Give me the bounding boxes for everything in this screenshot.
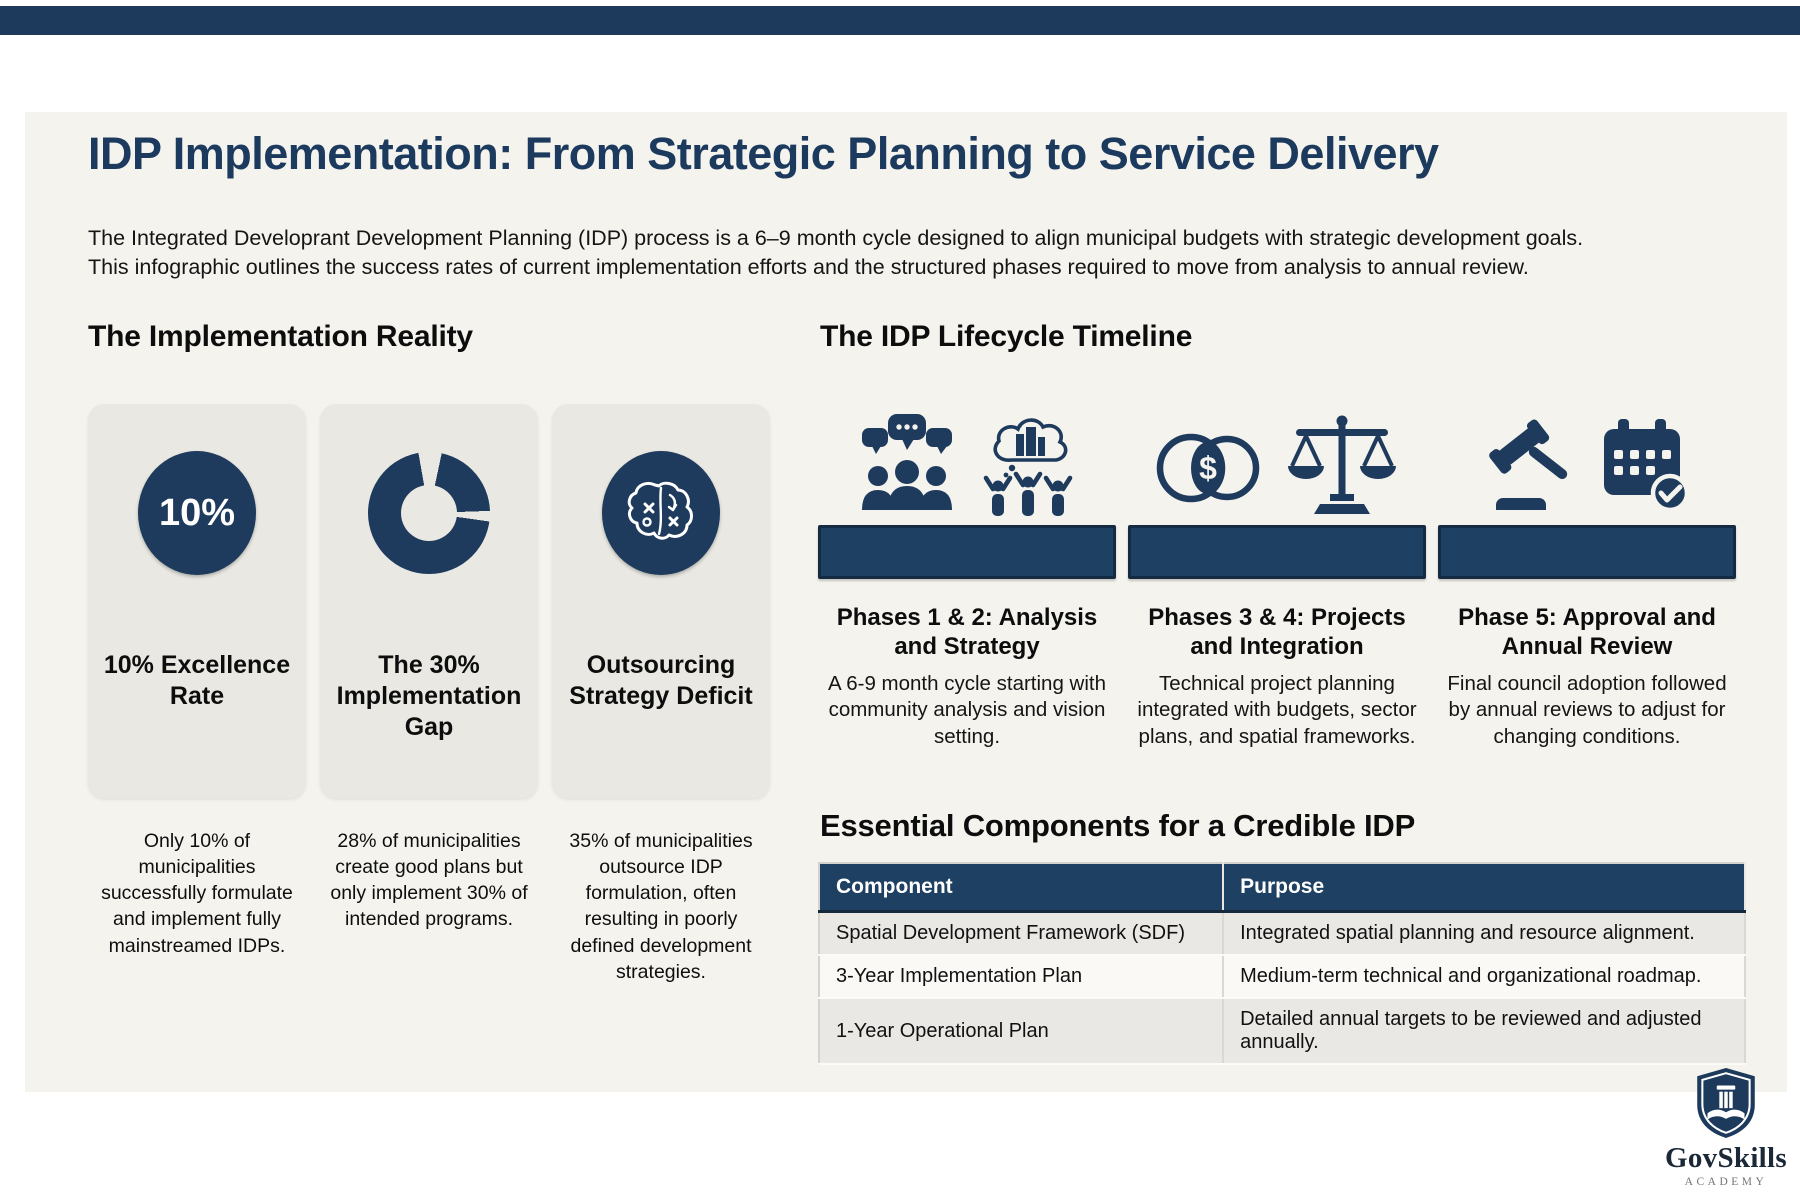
stat-card-strategy-deficit: [552, 404, 770, 798]
cell-component: Spatial Development Framework (SDF): [819, 912, 1223, 956]
card-title: The 30% Implementation Gap: [336, 651, 522, 741]
column-header-purpose: Purpose: [1223, 863, 1745, 912]
phase-title: Phase 5: Approval and Annual Review: [1458, 604, 1716, 661]
column-header-component: Component: [819, 863, 1223, 912]
card-icon-wrap: [602, 450, 720, 576]
logo-name: GovSkills: [1665, 1142, 1787, 1174]
intro-paragraph: The Integrated Developrant Development Planning (IDP) process is a 6–9 month cycle designed to align municipal budgets with strategic development goals. This infographic outlines the success rates of current implementation efforts and the structured phases required to move from analysis to annual review.: [88, 226, 1584, 280]
percent-circle-icon: [138, 451, 256, 575]
phase-icons: [818, 392, 1116, 518]
cell-component: 3-Year Implementation Plan: [819, 955, 1223, 998]
phase-icons: [1438, 392, 1736, 518]
cell-purpose: Medium-term technical and organizational roadmap.: [1223, 955, 1745, 998]
donut-chart-icon: [368, 452, 490, 574]
budget-venn-icon: [1155, 416, 1269, 518]
govskills-academy-logo: [1650, 1066, 1800, 1188]
card-caption: 28% of municipalities create good plans but only implement 30% of intended programs.: [330, 830, 528, 931]
components-section-heading: Essential Components for a Credible IDP: [820, 808, 1416, 843]
cell-purpose: Detailed annual targets to be reviewed and adjusted annually.: [1223, 998, 1745, 1064]
phase-description: Technical project planning integrated with budgets, sector plans, and spatial frameworks.: [1137, 671, 1417, 748]
vision-cloud-icon: [976, 412, 1080, 518]
balance-scale-icon: [1285, 412, 1399, 518]
timeline-phase-2: [1128, 392, 1426, 750]
cell-purpose: Integrated spatial planning and resource alignment.: [1223, 912, 1745, 956]
phase-icons: [1128, 392, 1426, 518]
table-row: [819, 912, 1745, 956]
card-title: 10% Excellence Rate: [103, 651, 291, 710]
community-discussion-icon: [854, 412, 960, 518]
shield-book-icon: [1650, 1066, 1800, 1140]
brain-strategy-icon: [602, 451, 720, 575]
cell-component: 1-Year Operational Plan: [819, 998, 1223, 1064]
top-border-bar: [0, 6, 1800, 35]
timeline-bar: [1438, 525, 1736, 579]
table-row: [819, 955, 1745, 998]
card-icon-wrap: [138, 450, 256, 576]
timeline-section-heading: The IDP Lifecycle Timeline: [820, 320, 1193, 353]
stat-value: 10%: [158, 491, 236, 534]
table-header-row: [819, 863, 1745, 912]
phase-title: Phases 3 & 4: Projects and Integration: [1148, 604, 1406, 661]
phase-description: Final council adoption followed by annual reviews to adjust for changing conditions.: [1447, 671, 1727, 748]
timeline-bar: [1128, 525, 1426, 579]
table-row: [819, 998, 1745, 1064]
page-title: IDP Implementation: From Strategic Planning to Service Delivery: [88, 128, 1439, 179]
phase-description: A 6-9 month cycle starting with community analysis and vision setting.: [827, 671, 1106, 748]
timeline-phase-3: [1438, 392, 1736, 750]
logo-subtitle: ACADEMY: [1684, 1176, 1768, 1188]
card-caption: 35% of municipalities outsource IDP formulation, often resulting in poorly defined development strategies.: [569, 830, 753, 983]
calendar-check-icon: [1599, 416, 1691, 518]
timeline-phase-1: [818, 392, 1116, 750]
stat-card-excellence-rate: [88, 404, 306, 798]
timeline-bar: [818, 525, 1116, 579]
card-caption: Only 10% of municipalities successfully formulate and implement fully mainstreamed IDPs.: [101, 830, 293, 957]
card-icon-wrap: [368, 450, 490, 576]
components-table: [818, 862, 1746, 1065]
phase-title: Phases 1 & 2: Analysis and Strategy: [836, 604, 1098, 661]
dollar-sign: $: [1199, 450, 1217, 486]
reality-section-heading: The Implementation Reality: [88, 320, 473, 353]
gavel-icon: [1483, 416, 1583, 518]
stat-card-implementation-gap: [320, 404, 538, 798]
card-title: Outsourcing Strategy Deficit: [569, 651, 753, 710]
